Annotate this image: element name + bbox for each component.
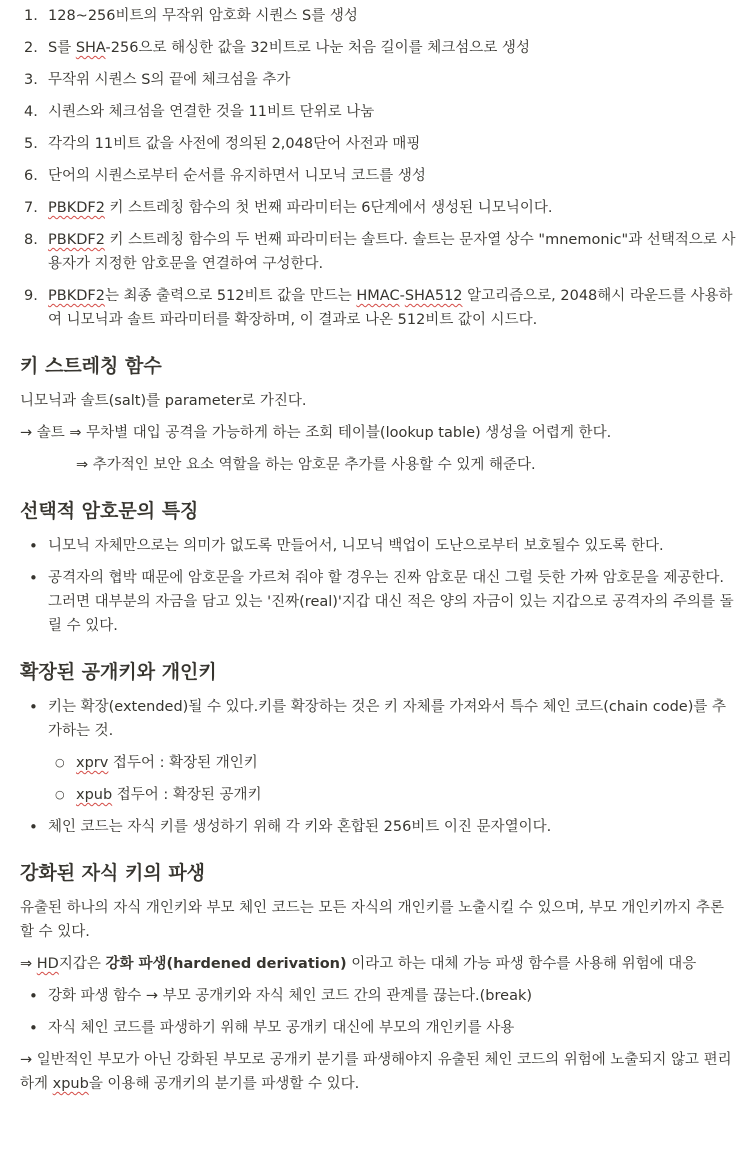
list-item-text: 키는 확장(extended)될 수 있다.키를 확장하는 것은 키 자체를 가져와서 특수 체인 코드(chain code)를 추가하는 것.	[48, 699, 726, 739]
list-item: • 공격자의 협박 때문에 암호문을 가르쳐 줘야 할 경우는 진짜 암호문 대신 그럴 듯한 가짜 암호문을 제공한다. 그러면 대부분의 자금을 담고 있는 '진짜(real)'지갑 대신 적은 양의 자금이 있는 지갑으로 공격자의 주의를 돌릴 수 있다.	[20, 566, 736, 638]
text: ⇒	[20, 956, 37, 972]
step-number: 4.	[24, 104, 38, 120]
paragraph	[20, 952, 736, 976]
term: PBKDF2	[48, 288, 105, 304]
term-xprv: xprv	[76, 755, 109, 771]
step-text: 키 스트레칭 함수의 첫 번째 파라미터는 6단계에서 생성된 니모닉이다.	[104, 200, 553, 216]
step-item	[20, 196, 736, 220]
step-text: 시퀀스와 체크섬을 연결한 것을 11비트 단위로 나눔	[48, 104, 375, 120]
step-text: 알고리즘으로, 2048해시 라운드를 사용하여 니모닉과 솔트 파라미터를 확장하며, 이 결과로 나온 512비트 값이 시드다.	[48, 288, 733, 328]
step-number: 5.	[24, 136, 38, 152]
step-item	[20, 4, 736, 28]
paragraph: → 솔트 ⇒ 무차별 대입 공격을 가능하게 하는 조회 테이블(lookup table) 생성을 어렵게 한다.	[20, 425, 612, 441]
step-text: 키 스트레칭 함수의 두 번째 파라미터는 솔트다. 솔트는 문자열 상수 "mnemonic"과 선택적으로 사용자가 지정한 암호문을 연결하여 구성한다.	[48, 232, 736, 272]
sub-item-text: 접두어 : 확장된 공개키	[112, 787, 262, 803]
heading-optional-passphrase: 선택적 암호문의 특징	[20, 500, 199, 522]
step-item	[20, 68, 736, 92]
bullet-list	[20, 534, 736, 638]
list-item: • 강화 파생 함수 → 부모 공개키와 자식 체인 코드 간의 관계를 끊는다.(break)	[20, 984, 736, 1008]
text: 이라고 하는 대체 가능 파생 함수를 사용해 위험에 대응	[346, 956, 697, 972]
text: 을 이용해 공개키의 분기를 파생할 수 있다.	[88, 1076, 360, 1092]
term: PBKDF2	[48, 200, 105, 216]
text: 지갑은	[58, 956, 106, 972]
heading-key-stretching: 키 스트레칭 함수	[20, 355, 162, 377]
step-item	[20, 100, 736, 124]
step-text: 단어의 시퀀스로부터 순서를 유지하면서 니모닉 코드를 생성	[48, 168, 426, 184]
step-number: 6.	[24, 168, 38, 184]
term-hd: HD	[36, 956, 59, 972]
sub-item-text: 접두어 : 확장된 개인키	[108, 755, 258, 771]
step-item	[20, 36, 736, 60]
paragraph	[20, 1048, 736, 1096]
paragraph-indented: ⇒ 추가적인 보안 요소 역할을 하는 암호문 추가를 사용할 수 있게 해준다.	[76, 457, 536, 473]
sub-list-item	[48, 783, 736, 807]
list-item	[20, 695, 736, 807]
list-item: • 체인 코드는 자식 키를 생성하기 위해 각 키와 혼합된 256비트 이진 문자열이다.	[20, 815, 736, 839]
step-text: 는 최종 출력으로 512비트 값을 만드는	[104, 288, 357, 304]
step-number: 7.	[24, 200, 38, 216]
bullet-list	[20, 984, 736, 1040]
step-text: 각각의 11비트 값을 사전에 정의된 2,048단어 사전과 매핑	[48, 136, 421, 152]
step-item	[20, 132, 736, 156]
heading-extended-keys: 확장된 공개키와 개인키	[20, 661, 217, 683]
paragraph: 니모닉과 솔트(salt)를 parameter로 가진다.	[20, 393, 307, 409]
term-xpub: xpub	[76, 787, 113, 803]
step-item	[20, 164, 736, 188]
term: SHA	[75, 40, 106, 56]
term: PBKDF2	[48, 232, 105, 248]
step-number: 8.	[24, 232, 38, 248]
heading-hardened-derivation: 강화된 자식 키의 파생	[20, 862, 206, 884]
step-text: -	[399, 288, 405, 304]
step-item	[20, 228, 736, 276]
step-text: 무작위 시퀀스 S의 끝에 체크섬을 추가	[48, 72, 291, 88]
bullet-list	[20, 695, 736, 839]
list-item: • 자식 체인 코드를 파생하기 위해 부모 공개키 대신에 부모의 개인키를 사용	[20, 1016, 736, 1040]
step-text: 128~256비트의 무작위 암호화 시퀀스 S를 생성	[48, 8, 358, 24]
step-text: -256으로 해싱한 값을 32비트로 나눈 처음 길이를 체크섬으로 생성	[105, 40, 530, 56]
list-item: • 니모닉 자체만으로는 의미가 없도록 만들어서, 니모닉 백업이 도난으로부터 보호될수 있도록 한다.	[20, 534, 736, 558]
step-text: S를	[48, 40, 76, 56]
sub-list-item	[48, 751, 736, 775]
step-item	[20, 284, 736, 332]
step-number: 2.	[24, 40, 38, 56]
step-number: 9.	[24, 288, 38, 304]
document-page	[0, 4, 756, 1096]
bold-term: 강화 파생(hardened derivation)	[105, 956, 347, 972]
step-number: 1.	[24, 8, 38, 24]
term: SHA512	[404, 288, 463, 304]
sub-list	[48, 751, 736, 807]
steps-list	[20, 4, 736, 332]
paragraph: 유출된 하나의 자식 개인키와 부모 체인 코드는 모든 자식의 개인키를 노출시킬 수 있으며, 부모 개인키까지 추론할 수 있다.	[20, 900, 725, 940]
text: → 일반적인 부모가 아닌 강화된 부모로 공개키 분기를 파생해야지 유출된 체인 코드의 위험에 노출되지 않고 편리하게	[20, 1052, 732, 1092]
step-number: 3.	[24, 72, 38, 88]
term-xpub: xpub	[52, 1076, 89, 1092]
term: HMAC	[356, 288, 400, 304]
